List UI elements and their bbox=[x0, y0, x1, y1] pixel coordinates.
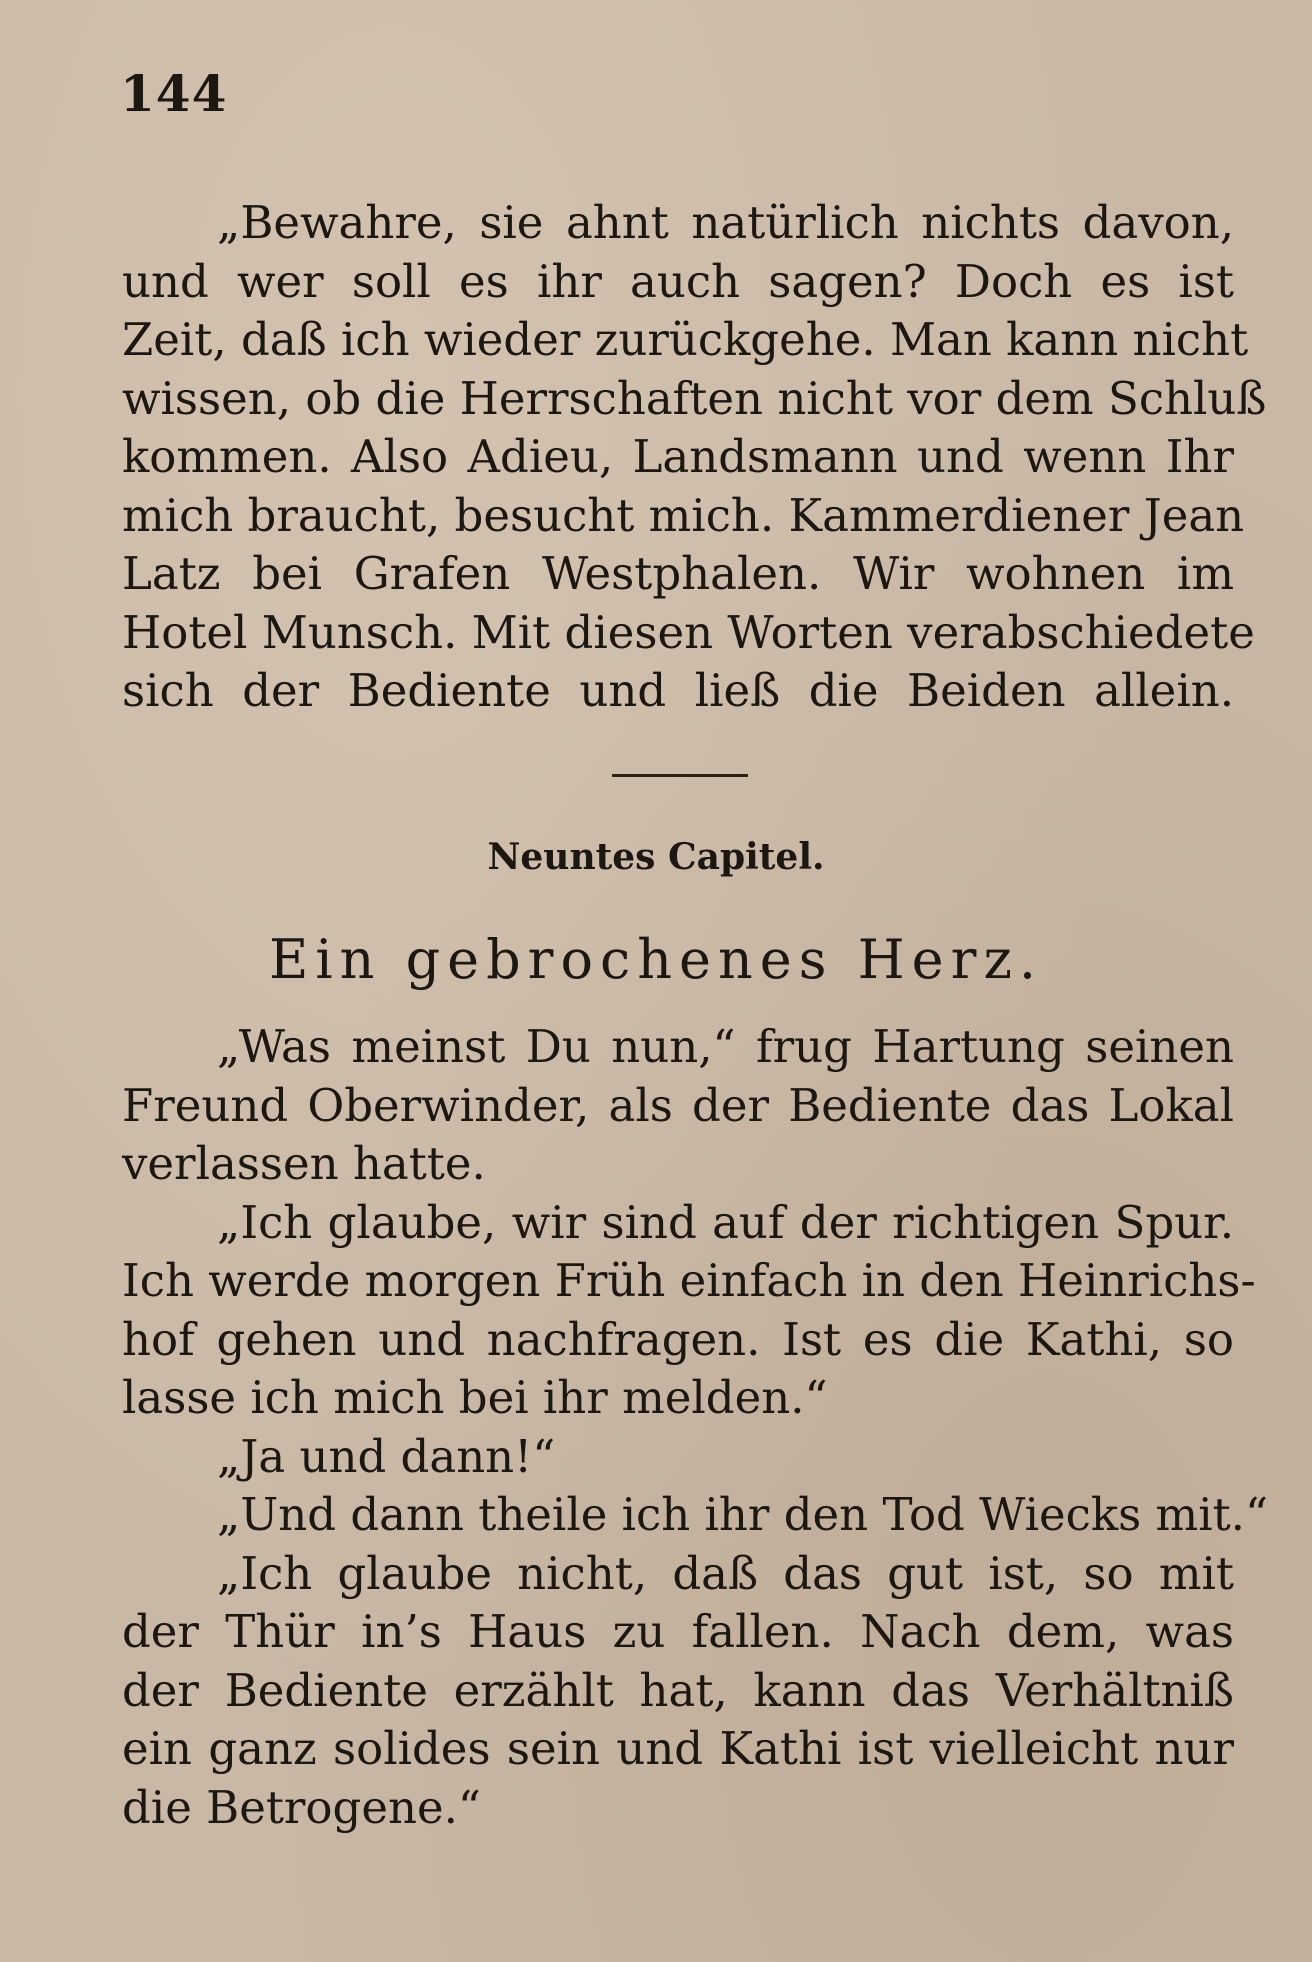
text-line: ein ganz solides sein und Kathi ist vielleicht nur bbox=[122, 1722, 1234, 1775]
text-line: die Betrogene.“ bbox=[122, 1780, 481, 1834]
text-line: „Ich glaube nicht, daß das gut ist, so mit bbox=[217, 1546, 1234, 1600]
text-line: „Was meinst Du nun,“ frug Hartung seinen bbox=[217, 1020, 1234, 1073]
text-line: Freund Oberwinder, als der Bediente das Lokal bbox=[122, 1078, 1234, 1132]
paragraph-block-bottom bbox=[122, 1018, 1268, 1837]
paragraph-block-top bbox=[122, 194, 1267, 721]
text-line: Hotel Munsch. Mit diesen Worten verabschiedete bbox=[122, 605, 1255, 659]
text-line: „Ja und dann!“ bbox=[217, 1429, 556, 1483]
text-line: Zeit, daß ich wieder zurückgehe. Man kann nicht bbox=[122, 313, 1249, 366]
chapter-title: Ein gebrochenes Herz. bbox=[268, 928, 1044, 991]
text-line: sich der Bediente und ließ die Beiden allein. bbox=[122, 664, 1234, 717]
chapter-label: Neuntes Capitel. bbox=[487, 836, 825, 878]
text-line: Latz bei Grafen Westphalen. Wir wohnen im bbox=[122, 547, 1234, 600]
text-line: verlassen hatte. bbox=[122, 1137, 486, 1190]
text-line: der Thür in’s Haus zu fallen. Nach dem, was bbox=[122, 1605, 1234, 1658]
text-line: hof gehen und nachfragen. Ist es die Kathi, so bbox=[122, 1312, 1234, 1366]
text-line: und wer soll es ihr auch sagen? Doch es ist bbox=[122, 254, 1234, 308]
text-line: der Bediente erzählt hat, kann das Verhältniß bbox=[122, 1663, 1234, 1717]
text-line: lasse ich mich bei ihr melden.“ bbox=[122, 1371, 828, 1424]
section-divider bbox=[612, 774, 748, 777]
text-line: „Ich glaube, wir sind auf der richtigen Spur. bbox=[217, 1195, 1234, 1249]
text-line: kommen. Also Adieu, Landsmann und wenn Ihr bbox=[122, 430, 1234, 483]
page-number: 144 bbox=[120, 64, 228, 123]
text-line: Ich werde morgen Früh einfach in den Heinrichs- bbox=[122, 1254, 1256, 1307]
text-line: wissen, ob die Herrschaften nicht vor dem Schluß bbox=[122, 371, 1267, 425]
text-line: „Und dann theile ich ihr den Tod Wiecks mit.“ bbox=[217, 1488, 1268, 1541]
text-line: „Bewahre, sie ahnt natürlich nichts davon, bbox=[217, 196, 1234, 249]
text-line: mich braucht, besucht mich. Kammerdiener Jean bbox=[122, 488, 1245, 542]
